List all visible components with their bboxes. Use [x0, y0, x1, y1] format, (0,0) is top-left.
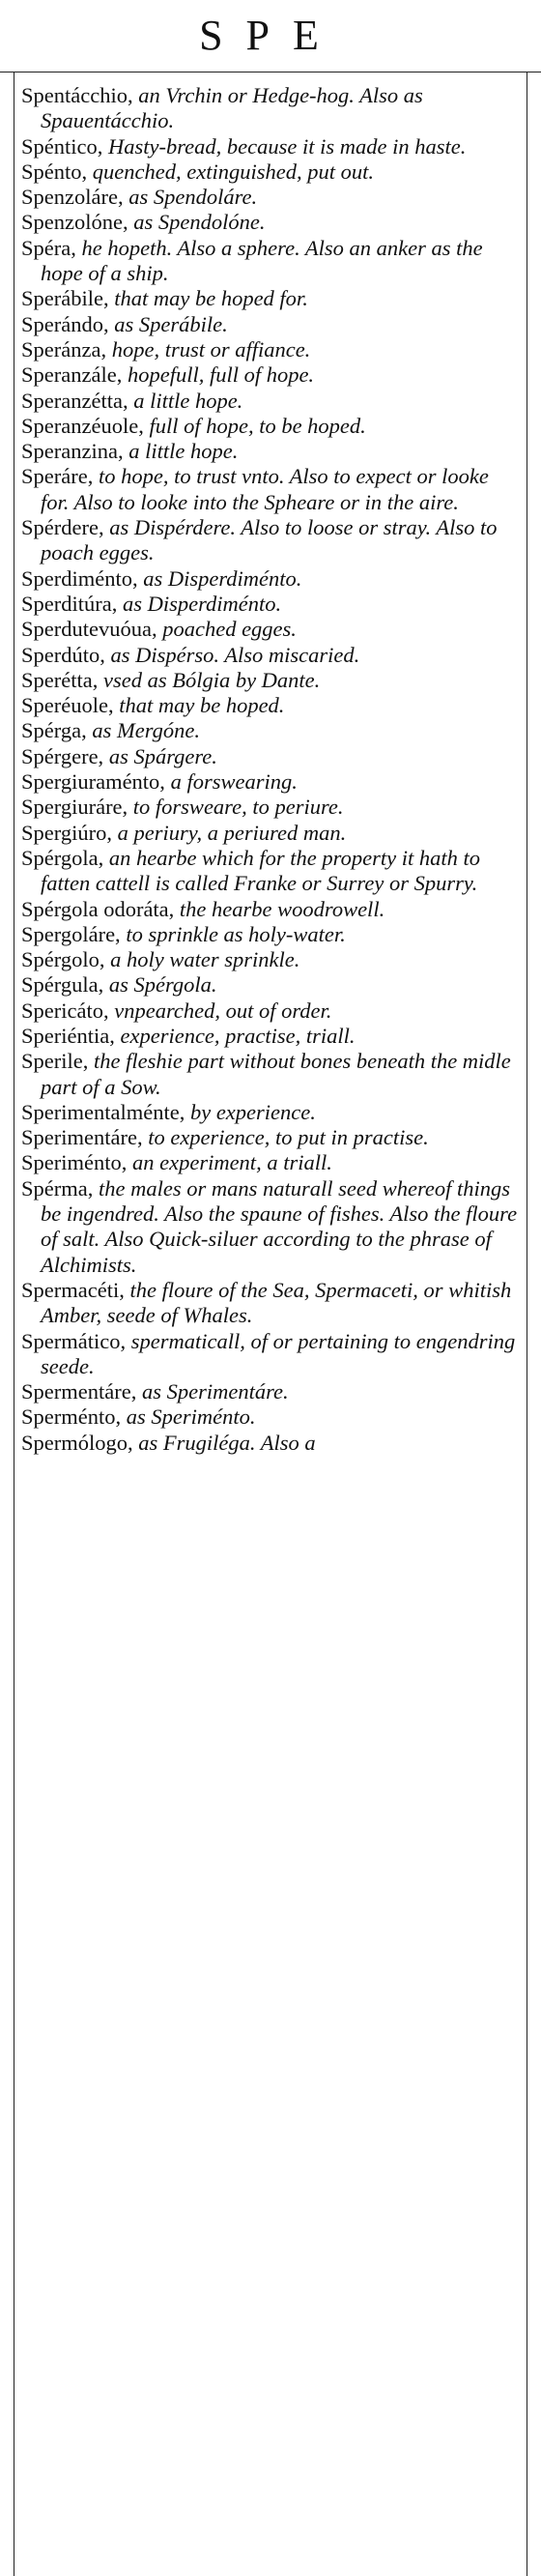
entry-headword: Sperdiménto,: [21, 565, 138, 591]
dictionary-entry: [21, 185, 522, 210]
dictionary-entry: [21, 83, 522, 134]
dictionary-entry: [21, 643, 522, 668]
entry-definition: the hearbe woodrowell.: [174, 896, 385, 921]
entry-headword: Sperábile,: [21, 286, 109, 311]
dictionary-entry: [21, 1404, 522, 1430]
dictionary-entry: [21, 337, 522, 362]
entry-headword: Sperétta,: [21, 667, 99, 692]
dictionary-entry: [21, 1100, 522, 1125]
dictionary-entry: [21, 1125, 522, 1150]
dictionary-entry: [21, 464, 522, 515]
entry-definition: a holy water sprinkle.: [104, 947, 300, 972]
entry-headword: Speranzále,: [21, 362, 123, 388]
dictionary-entry: [21, 693, 522, 718]
dictionary-entry: [21, 1024, 522, 1049]
entry-definition: he hopeth. Also a sphere. Also an anker as the hope of a ship.: [41, 235, 483, 286]
entry-definition: a little hope.: [123, 439, 239, 464]
entry-headword: Speriéntia,: [21, 1023, 115, 1048]
entry-headword: Spergiuraménto,: [21, 769, 165, 795]
dictionary-entry: [21, 159, 522, 185]
entry-definition: spermaticall, of or pertaining to engendring seede.: [41, 1328, 516, 1378]
dictionary-entry: [21, 389, 522, 414]
entry-definition: quenched, extinguished, put out.: [87, 159, 374, 184]
entry-definition: that may be hoped.: [113, 693, 285, 718]
entry-definition: as Disperdiménto.: [117, 591, 282, 616]
dictionary-entry: [21, 1150, 522, 1175]
entry-headword: Spentácchio,: [21, 83, 133, 107]
entry-definition: to sprinkle as holy-water.: [120, 921, 346, 946]
entry-headword: Speranzina,: [21, 439, 124, 464]
dictionary-entry: [21, 769, 522, 795]
dictionary-entry: [21, 1278, 522, 1329]
dictionary-entry: [21, 1379, 522, 1404]
entry-headword: Sperménto,: [21, 1404, 122, 1430]
entry-definition: as Dispérdere. Also to loose or stray. Also to poach egges.: [41, 515, 498, 565]
entry-headword: Spérgolo,: [21, 947, 105, 972]
entry-headword: Spérgola,: [21, 845, 104, 870]
entry-definition: poached egges.: [157, 617, 297, 642]
dictionary-entry: [21, 414, 522, 439]
entry-headword: Spericáto,: [21, 998, 109, 1023]
entry-definition: as Mergóne.: [86, 718, 200, 743]
entry-headword: Spergoláre,: [21, 921, 121, 946]
entry-definition: to forsweare, to periure.: [128, 795, 344, 820]
entry-definition: to experience, to put in practise.: [142, 1125, 429, 1150]
dictionary-entry: [21, 1431, 522, 1456]
entry-headword: Speráre,: [21, 464, 94, 489]
entry-headword: Spéntico,: [21, 133, 103, 159]
dictionary-entry: [21, 947, 522, 972]
entry-list: [21, 83, 522, 1456]
dictionary-entry: [21, 972, 522, 998]
entry-definition: as Speriménto.: [121, 1404, 256, 1430]
entry-headword: Spenzoláre,: [21, 185, 124, 210]
entry-definition: to hope, to trust vnto. Also to expect or looke for. Also to looke into the Spheare or in the aire.: [41, 464, 489, 514]
entry-headword: Spergiuráre,: [21, 795, 128, 820]
entry-headword: Spérgola odoráta,: [21, 896, 175, 921]
entry-definition: by experience.: [185, 1099, 316, 1124]
dictionary-entry: [21, 566, 522, 592]
dictionary-entry: [21, 846, 522, 897]
dictionary-entry: [21, 897, 522, 922]
entry-definition: as Spendoláre.: [123, 185, 258, 210]
entry-headword: Speránza,: [21, 336, 107, 362]
dictionary-entry: [21, 439, 522, 464]
entry-definition: a forswearing.: [164, 769, 298, 795]
entry-headword: Spermólogo,: [21, 1430, 133, 1455]
entry-definition: full of hope, to be hoped.: [143, 413, 366, 438]
entry-headword: Speréuole,: [21, 693, 114, 718]
entry-headword: Spermentáre,: [21, 1379, 137, 1404]
entry-definition: an hearbe which for the property it hath to fatten cattell is called Franke or Surrey or Spurry.: [41, 845, 480, 896]
entry-headword: Speranzétta,: [21, 388, 128, 413]
dictionary-entry: [21, 744, 522, 769]
entry-definition: as Sperimentáre.: [136, 1379, 289, 1404]
entry-headword: Spergiúro,: [21, 820, 112, 845]
dictionary-entry: [21, 617, 522, 642]
entry-headword: Sperditúra,: [21, 591, 118, 616]
entry-definition: Hasty-bread, because it is made in haste.: [102, 133, 467, 159]
dictionary-entry: [21, 134, 522, 159]
dictionary-entry: [21, 286, 522, 311]
entry-definition: vnpearched, out of order.: [108, 998, 332, 1023]
entry-headword: Sperándo,: [21, 311, 109, 336]
entry-definition: as Frugiléga. Also a: [132, 1430, 316, 1455]
dictionary-entry: [21, 515, 522, 566]
dictionary-entry: [21, 821, 522, 846]
entry-definition: as Spendolóne.: [128, 210, 266, 235]
entry-definition: as Spárgere.: [103, 743, 217, 768]
dictionary-entry: [21, 236, 522, 287]
dictionary-entry: [21, 668, 522, 693]
entry-definition: a periury, a periured man.: [111, 820, 347, 845]
entry-headword: Sperimentalménte,: [21, 1099, 185, 1124]
dictionary-entry: [21, 999, 522, 1024]
page-title: SPE: [199, 12, 342, 59]
entry-definition: a little hope.: [128, 388, 243, 413]
entry-headword: Spérdere,: [21, 515, 104, 540]
entry-headword: Spénto,: [21, 159, 88, 184]
entry-definition: as Spérgola.: [103, 972, 217, 998]
entry-headword: Spermacéti,: [21, 1277, 125, 1302]
entry-headword: Sperile,: [21, 1049, 89, 1074]
entry-definition: the males or mans naturall seed whereof things be ingendred. Also the spaune of fishes. Also the floure of salt. Also Quick-siluer according to the phrase of Alchimists.: [41, 1175, 518, 1277]
dictionary-entry: [21, 922, 522, 947]
dictionary-entry: [21, 210, 522, 235]
entry-definition: hopefull, full of hope.: [122, 362, 315, 388]
entry-definition: as Disperdiménto.: [137, 565, 302, 591]
entry-definition: experience, practise, triall.: [114, 1023, 356, 1048]
entry-headword: Sperimentáre,: [21, 1125, 143, 1150]
dictionary-entry: [21, 795, 522, 820]
dictionary-entry: [21, 1049, 522, 1100]
dictionary-entry: [21, 312, 522, 337]
entry-headword: Spenzolóne,: [21, 210, 128, 235]
entry-definition: that may be hoped for.: [108, 286, 308, 311]
entry-headword: Spérgere,: [21, 743, 104, 768]
entry-definition: an experiment, a triall.: [127, 1150, 332, 1175]
entry-headword: Speranzéuole,: [21, 413, 144, 438]
entry-headword: Spérga,: [21, 718, 87, 743]
entry-headword: Sperdutevuóua,: [21, 617, 157, 642]
entry-definition: vsed as Bólgia by Dante.: [98, 667, 321, 692]
entry-headword: Speriménto,: [21, 1150, 128, 1175]
entry-headword: Sperdúto,: [21, 642, 105, 667]
dictionary-entry: [21, 718, 522, 743]
dictionary-entry: [21, 592, 522, 617]
entry-definition: hope, trust or affiance.: [106, 336, 311, 362]
entry-definition: the fleshie part without bones beneath the midle part of a Sow.: [41, 1049, 511, 1099]
entry-definition: the floure of the Sea, Spermaceti, or whitish Amber, seede of Whales.: [41, 1277, 512, 1328]
dictionary-entry: [21, 1176, 522, 1278]
entry-definition: as Sperábile.: [108, 311, 228, 336]
dictionary-entry: [21, 362, 522, 388]
entry-headword: Spermático,: [21, 1328, 127, 1353]
entry-headword: Spérgula,: [21, 972, 104, 998]
entry-definition: as Dispérso. Also miscaried.: [104, 642, 360, 667]
entry-definition: an Vrchin or Hedge-hog. Also as Spauentácchio.: [41, 83, 423, 133]
entry-headword: Spérma,: [21, 1175, 94, 1201]
entry-headword: Spéra,: [21, 235, 76, 260]
dictionary-entry: [21, 1329, 522, 1380]
